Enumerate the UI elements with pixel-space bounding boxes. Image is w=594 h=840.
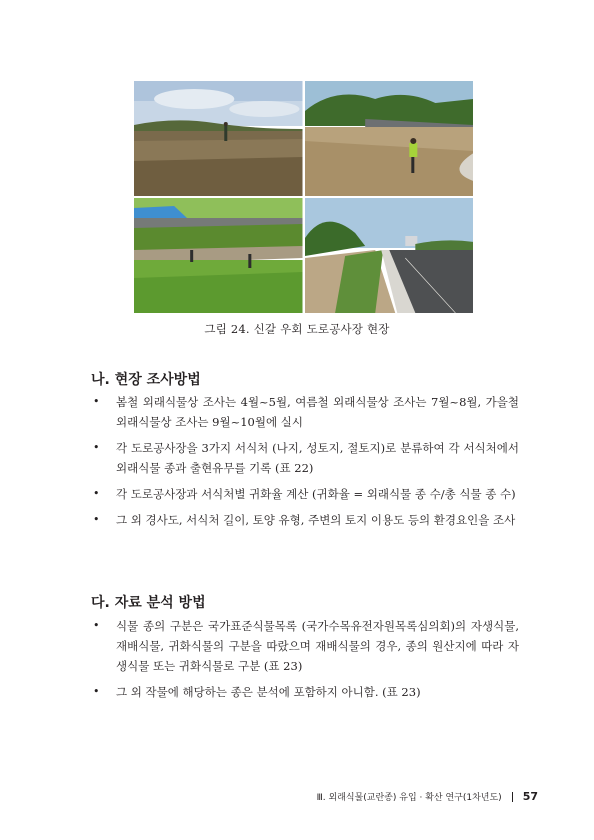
- figure-photo-grid: [134, 81, 473, 313]
- list-item: • 각 도로공사장을 3가지 서식처 (나지, 성토지, 절토지)로 분류하여 각 서식처에서 외래식물 종과 출현유무를 기록 (표 22): [91, 438, 519, 478]
- survey-method-list: [91, 392, 519, 536]
- photo-field-surveyor-bending: [305, 81, 474, 196]
- list-item: • 그 외 작물에 해당하는 종은 분석에 포함하지 아니함. (표 23): [91, 682, 519, 702]
- data-analysis-list: [91, 616, 519, 708]
- section-heading-data-analysis: 다. 자료 분석 방법: [91, 595, 206, 611]
- bullet-icon: •: [93, 395, 100, 408]
- page-number: 57: [522, 790, 538, 803]
- photo-field-surveyor-distant: [134, 81, 303, 196]
- section-heading-survey-method: 나. 현장 조사방법: [91, 372, 201, 388]
- list-item: • 그 외 경사도, 서식처 길이, 토양 유형, 주변의 토지 이용도 등의 환경요인을 조사: [91, 510, 519, 530]
- list-item: • 봄철 외래식물상 조사는 4월~5월, 여름철 외래식물상 조사는 7월~8월, 가을철 외래식물상 조사는 9월~10월에 실시: [91, 392, 519, 432]
- bullet-icon: •: [93, 487, 100, 500]
- bullet-icon: •: [93, 513, 100, 526]
- bullet-icon: •: [93, 441, 100, 454]
- figure-caption: 그림 24. 신갈 우회 도로공사장 현장: [204, 322, 390, 336]
- photo-roadside-embankment-surveyors: [134, 198, 303, 313]
- running-title: Ⅲ. 외래식물(교란종) 유입 · 확산 연구(1차년도): [316, 793, 502, 803]
- list-item: • 각 도로공사장과 서식처별 귀화율 계산 (귀화율 = 외래식물 종 수/총 식물 종 수): [91, 484, 519, 504]
- footer-divider: [512, 792, 513, 802]
- bullet-icon: •: [93, 619, 100, 632]
- page-footer: [317, 790, 538, 803]
- bullet-icon: •: [93, 685, 100, 698]
- list-item: • 식물 종의 구분은 국가표준식물목록 (국가수목유전자원목록심의회)의 자생식물, 재배식물, 귀화식물의 구분을 따랐으며 재배식물의 경우, 종의 원산지에 따라 자생식물 또는 귀화식물로 구분 (표 23): [91, 616, 519, 676]
- photo-road-shoulder: [305, 198, 474, 313]
